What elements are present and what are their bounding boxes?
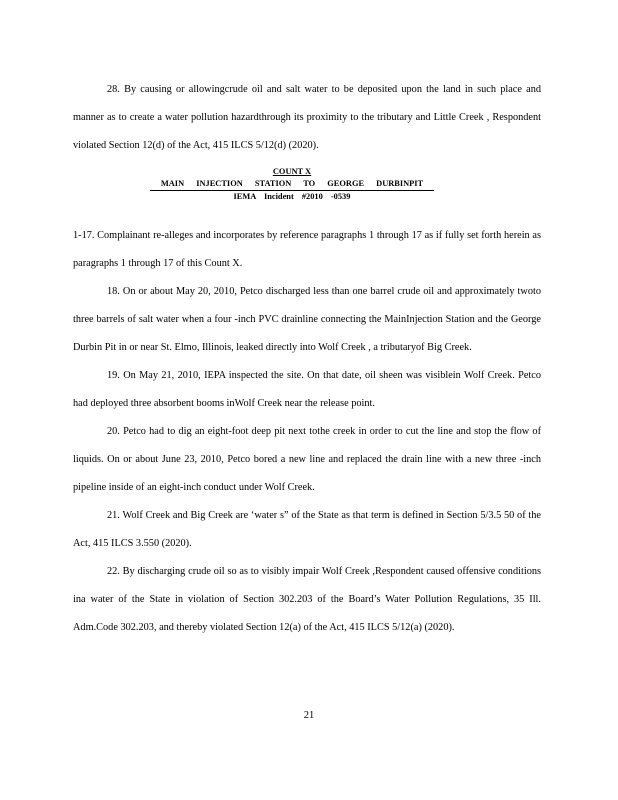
paragraph-block-main [73,222,541,642]
incident-reference: IEMA Incident #2010 -0539 [233,192,351,201]
page-number: 21 [303,710,315,721]
paragraph-28: 28. By causing or allowingcrude oil and salt water to be deposited upon the land in such place and manner as to create a water pollution hazardthrough its proximity to the tributary and Little Creek , Respondent violated Section 12(d) of the Act, 415 ILCS 5/12(d) (2020). [73,84,541,151]
paragraph-1-17: 1-17. Complainant re-alleges and incorporates by reference paragraphs 1 through 17 as if fully set forth herein as paragraphs 1 through 17 of this Count X. [73,230,541,269]
count-subtitle: MAIN INJECTION STATION TO GEORGE DURBINPIT [150,178,434,191]
paragraph-19: 19. On May 21, 2010, IEPA inspected the site. On that date, oil sheen was visiblein Wolf Creek. Petco had deployed three absorbent booms inWolf Creek near the release point. [73,370,541,409]
paragraph-20: 20. Petco had to dig an eight-foot deep pit next tothe creek in order to cut the line and stop the flow of liquids. On or about June 23, 2010, Petco bored a new line and replaced the drain line with a new three -inch pipeline inside of an eight-inch conduct under Wolf Creek. [73,426,541,493]
paragraph-22: 22. By discharging crude oil so as to visibly impair Wolf Creek ,Respondent caused offensive conditions ina water of the State in violation of Section 302.203 of the Board’s Water Pollution Regulations, 35 Ill. Adm.Code 302.203, and thereby violated Section 12(a) of the Act, 415 ILCS 5/12(a) (2020). [73,566,541,633]
paragraph-18: 18. On or about May 20, 2010, Petco discharged less than one barrel crude oil and approximately twoto three barrels of salt water when a four -inch PVC drainline connecting the MainInjection Station and the George Durbin Pit in or near St. Elmo, Illinois, leaked directly into Wolf Creek , a tributaryof Big Creek. [73,286,541,353]
count-heading [150,166,434,203]
paragraph-block-top [73,76,541,160]
paragraph-21: 21. Wolf Creek and Big Creek are ‘water s” of the State as that term is defined in Section 5/3.5 50 of the Act, 415 ILCS 3.550 (2020). [73,510,541,549]
count-title: COUNT X [272,167,312,176]
